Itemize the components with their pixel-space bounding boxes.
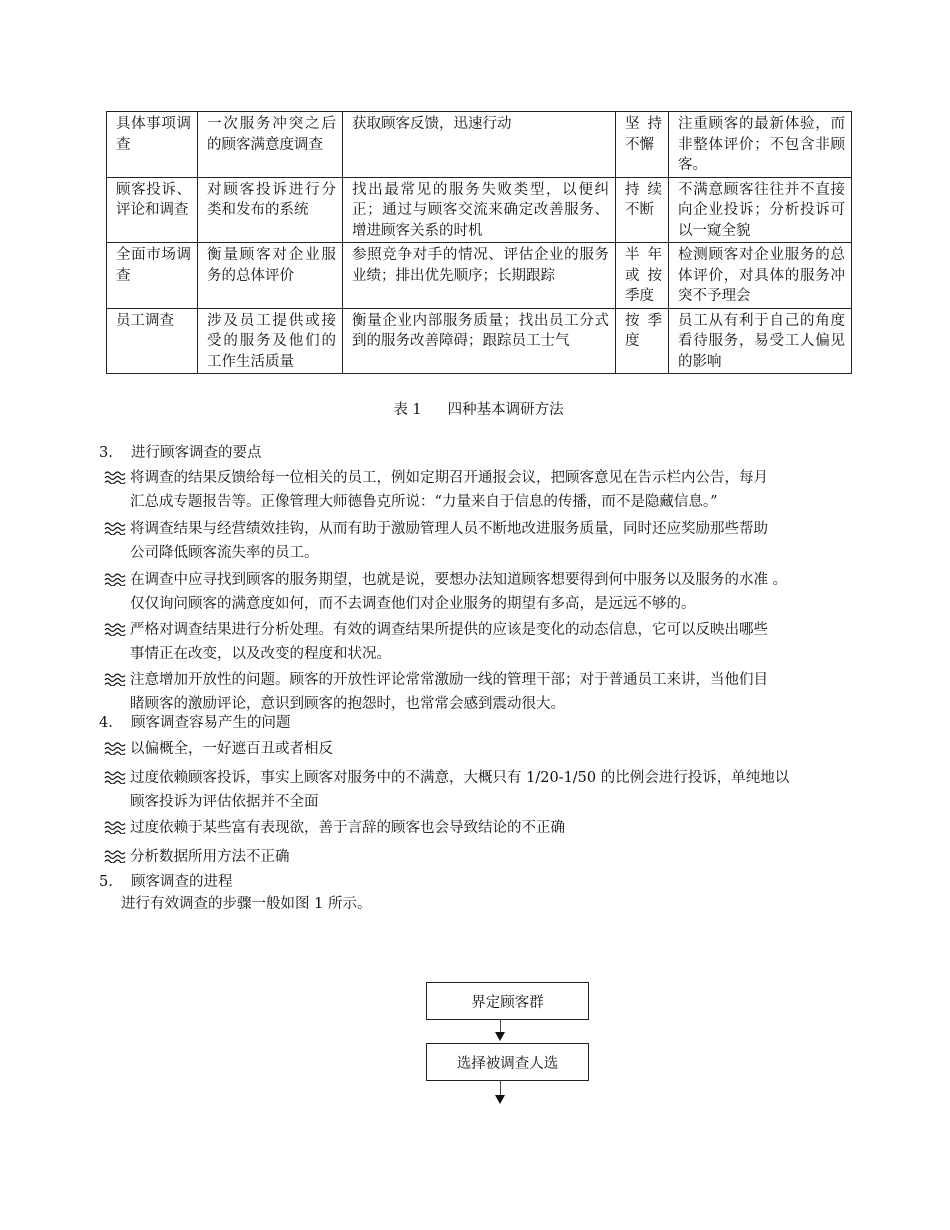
bullet-line: 严格对调查结果进行分析处理。有效的调查结果所提供的应该是变化的动态信息，它可以反映出哪些 [130, 622, 768, 638]
wavy-bullet-icon [104, 672, 126, 686]
table-cell-frequency: 坚持不懈 [616, 112, 669, 178]
flow-step-define-customers: 界定顾客群 [426, 982, 589, 1020]
table-row-specific-event-survey [107, 112, 852, 178]
table-cell-type: 一次服务冲突之后的顾客满意度调查 [198, 112, 343, 178]
table-cell-method: 顾客投诉、评论和调查 [107, 177, 198, 243]
section-3-number: 3. [99, 445, 113, 461]
section-4-title: 顾客调查容易产生的问题 [131, 715, 291, 731]
section4-bullet-item [104, 737, 854, 761]
bullet-line: 汇总成专题报告等。正像管理大师德鲁克所说：“力量来自于信息的传播，而不是隐藏信息。” [130, 494, 718, 510]
table-caption [106, 398, 851, 419]
flow-step-select-respondents: 选择被调查人选 [426, 1043, 589, 1081]
table-cell-type: 衡量顾客对企业服务的总体评价 [198, 243, 343, 309]
section-5-title: 顾客调查的进程 [131, 874, 233, 890]
bullet-text [130, 517, 854, 565]
wavy-bullet-icon [104, 470, 126, 484]
bullet-line: 过度依赖于某些富有表现欲，善于言辞的顾客也会导致结论的不正确 [130, 820, 565, 836]
bullet-line: 以偏概全，一好遮百丑或者相反 [130, 741, 333, 757]
table-cell-purpose: 衡量企业内部服务质量；找出员工分式到的服务改善障碍；跟踪员工士气 [343, 308, 616, 374]
section3-bullet-item [104, 568, 854, 616]
table-cell-limitations: 检测顾客对企业服务的总体评价，对具体的服务冲突不予理会 [669, 243, 852, 309]
flow-arrow-icon [495, 1095, 505, 1104]
flow-connector [500, 1080, 501, 1096]
section4-bullet-item [104, 816, 854, 840]
section3-bullet-item [104, 517, 854, 565]
section-5-number: 5. [99, 874, 113, 890]
table-cell-method: 具体事项调查 [107, 112, 198, 178]
table-row-employee-survey [107, 308, 852, 374]
table-cell-purpose: 参照竞争对手的情况、评估企业的服务业绩；排出优先顺序；长期跟踪 [343, 243, 616, 309]
table-cell-purpose: 找出最常见的服务失败类型，以便纠正；通过与顾客交流来确定改善服务、增进顾客关系的时机 [343, 177, 616, 243]
table-cell-purpose: 获取顾客反馈，迅速行动 [343, 112, 616, 178]
section3-bullet-item [104, 618, 854, 666]
bullet-line: 过度依赖顾客投诉，事实上顾客对服务中的不满意，大概只有 1/20-1/50 的比例会进行投诉，单纯地以 [130, 770, 790, 786]
table-cell-frequency: 半年或按季度 [616, 243, 669, 309]
section3-bullet-item [104, 466, 854, 514]
bullet-line: 在调查中应寻找到顾客的服务期望，也就是说，要想办法知道顾客想要得到何中服务以及服务的水准 。 [130, 572, 788, 588]
table-cell-frequency: 按季度 [616, 308, 669, 374]
section-3-title: 进行顾客调查的要点 [131, 445, 262, 461]
table-cell-limitations: 员工从有利于自己的角度看待服务，易受工人偏见的影响 [669, 308, 852, 374]
section-4-heading [99, 713, 291, 733]
section-3-heading [99, 443, 262, 463]
bullet-line: 分析数据所用方法不正确 [130, 849, 290, 865]
bullet-line: 将调查的结果反馈给每一位相关的员工，例如定期召开通报会议，把顾客意见在告示栏内公告，每月 [130, 470, 768, 486]
section-5-paragraph: 进行有效调查的步骤一般如图 1 所示。 [121, 896, 372, 912]
bullet-line: 睹顾客的激励评论，意识到顾客的抱怨时，也常常会感到震动很大。 [130, 696, 565, 712]
section-5-heading [99, 872, 233, 892]
bullet-text [130, 766, 854, 814]
section4-bullet-item [104, 845, 854, 869]
table-cell-type: 涉及员工提供或接受的服务及他们的工作生活质量 [198, 308, 343, 374]
bullet-line: 仅仅询问顾客的满意度如何，而不去调查他们对企业服务的期望有多高，是远远不够的。 [130, 596, 696, 612]
bullet-line: 顾客投诉为评估依据并不全面 [130, 794, 319, 810]
bullet-text [130, 668, 854, 716]
bullet-text [130, 466, 854, 514]
table-cell-limitations: 不满意顾客往往并不直接向企业投诉；分析投诉可以一窥全貌 [669, 177, 852, 243]
bullet-line: 将调查结果与经营绩效挂钩，从而有助于激励管理人员不断地改进服务质量，同时还应奖励那些帮助 [130, 521, 768, 537]
bullet-line: 公司降低顾客流失率的员工。 [130, 545, 319, 561]
table-row-complaints-and-surveys [107, 177, 852, 243]
bullet-text [130, 737, 854, 761]
wavy-bullet-icon [104, 820, 126, 834]
section4-bullet-item [104, 766, 854, 814]
table-caption-label: 表 1 [393, 402, 422, 418]
bullet-text [130, 618, 854, 666]
table-row-full-market-survey [107, 243, 852, 309]
research-methods-table [106, 111, 852, 374]
bullet-text [130, 816, 854, 840]
wavy-bullet-icon [104, 770, 126, 784]
wavy-bullet-icon [104, 849, 126, 863]
wavy-bullet-icon [104, 741, 126, 755]
wavy-bullet-icon [104, 572, 126, 586]
section3-bullet-item [104, 668, 854, 716]
table-cell-method: 全面市场调查 [107, 243, 198, 309]
bullet-line: 事情正在改变，以及改变的程度和状况。 [130, 646, 391, 662]
bullet-text [130, 845, 854, 869]
table-cell-limitations: 注重顾客的最新体验，而非整体评价；不包含非顾客。 [669, 112, 852, 178]
flow-arrow-icon [495, 1032, 505, 1041]
table-cell-method: 员工调查 [107, 308, 198, 374]
table-cell-type: 对顾客投诉进行分类和发布的系统 [198, 177, 343, 243]
table-cell-frequency: 持续不断 [616, 177, 669, 243]
bullet-line: 注意增加开放性的问题。顾客的开放性评论常常激励一线的管理干部；对于普通员工来讲，当他们目 [130, 672, 768, 688]
wavy-bullet-icon [104, 622, 126, 636]
section-4-number: 4. [99, 715, 113, 731]
table-caption-title: 四种基本调研方法 [447, 402, 564, 418]
wavy-bullet-icon [104, 521, 126, 535]
bullet-text [130, 568, 854, 616]
